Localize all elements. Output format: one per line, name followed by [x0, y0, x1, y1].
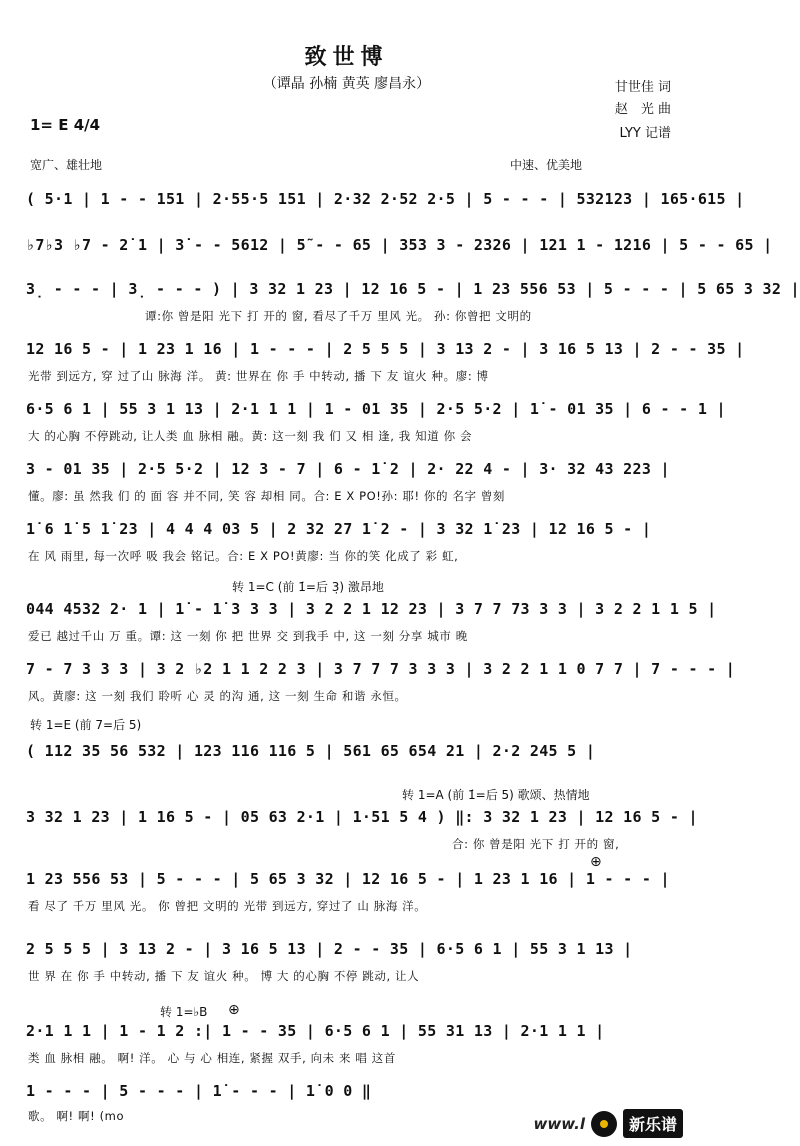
- page-title: 致世博: [304, 45, 389, 70]
- record-disc-icon: [591, 1111, 617, 1137]
- watermark-brand: 新乐谱: [623, 1109, 683, 1138]
- lyric-line-15: 歌。 啊! 啊! (mo: [28, 1109, 125, 1123]
- composer-credit: 赵 光 曲: [614, 102, 671, 117]
- score-line-12: 1 23 556 53 | 5 - - - | 5 65 3 32 | 12 16 5 - | 1 23 1 16 | 1 - - - |: [26, 870, 670, 888]
- score-line-14: 2·1 1 1 | 1 - 1 2 :| 1 - - 35 | 6·5 6 1 | 55 31 13 | 2·1 1 1 |: [26, 1022, 605, 1040]
- lyric-line-11: 合: 你 曾是阳 光下 打 开的 窗,: [452, 837, 620, 851]
- watermark-logo: [534, 1109, 683, 1138]
- lyric-line-3: 谭:你 曾是阳 光下 打 开的 窗, 看尽了千万 里风 光。 孙: 你曾把 文明的: [145, 309, 532, 323]
- score-line-5: 6·5 6 1 | 55 3 1 13 | 2·1 1 1 | 1 - 01 35 | 2·5 5·2 | 1̇ - 01 35 | 6 - - 1 |: [26, 400, 726, 418]
- score-line-6: 3 - 01 35 | 2·5 5·2 | 12 3 - 7 | 6 - 1̇ 2 | 2· 22 4 - | 3· 32 43 223 |: [26, 460, 670, 478]
- lyric-line-12: 看 尽了 千万 里风 光。 你 曾把 文明的 光带 到远方, 穿过了 山 脉海 洋。: [28, 899, 427, 913]
- score-line-15: 1 - - - | 5 - - - | 1̇ - - - | 1̇ 0 0 ‖: [26, 1082, 372, 1100]
- tempo-intro: 宽广、雄壮地: [30, 158, 103, 172]
- modulation-e: 转 1=E (前 7=后 5): [30, 718, 142, 732]
- score-line-8: 044 4532 2· 1 | 1̇ - 1̇ 3 3 3 | 3 2 2 1 12 23 | 3 7 7 73 3 3 | 3 2 2 1 1 5 |: [26, 600, 717, 618]
- lyric-line-5: 大 的心胸 不停跳动, 让人类 血 脉相 融。黄: 这一刻 我 们 又 相 逢, 我 知道 你 会: [28, 429, 473, 443]
- coda-sign-icon: ⊕: [228, 1002, 240, 1018]
- lyric-line-4: 光带 到远方, 穿 过了山 脉海 洋。 黄: 世界在 你 手 中转动, 播 下 友 谊火 种。廖: 博: [28, 369, 489, 383]
- lyricist-credit: 甘世佳 词: [614, 80, 671, 95]
- modulation-bflat: 转 1=♭B: [160, 1005, 208, 1019]
- lyric-line-9: 风。黄廖: 这 一刻 我们 聆听 心 灵 的沟 通, 这 一刻 生命 和谐 永恒。: [28, 689, 407, 703]
- score-line-2: ♭7♭3 ♭7 - 2̇ 1 | 3̇ - - 5612 | 5̃ - - 65 | 353 3 - 2326 | 121 1 - 1216 | 5 - - 65 |: [26, 236, 773, 254]
- tempo-verse: 中速、优美地: [510, 158, 583, 172]
- key-signature: 1= E 4/4: [30, 116, 101, 134]
- score-line-11: 3 32 1 23 | 1 16 5 - | 05 63 2·1 | 1·51 5 4 ) ‖: 3 32 1 23 | 12 16 5 - |: [26, 808, 698, 826]
- score-line-7: 1̇ 6 1̇ 5 1̇ 23 | 4 4 4 03 5 | 2 32 27 1̇ 2 - | 3 32 1̇ 23 | 12 16 5 - |: [26, 520, 652, 538]
- lyric-line-13: 世 界 在 你 手 中转动, 播 下 友 谊火 种。 博 大 的心胸 不停 跳动, 让人: [28, 969, 420, 983]
- modulation-c: 转 1=C (前 1̇=后 3̣) 激昂地: [232, 580, 384, 594]
- score-line-1: ( 5·1 | 1 - - 151 | 2·55·5 151 | 2·32 2·52 2·5 | 5 - - - | 532123 | 165·615 |: [26, 190, 745, 208]
- score-line-4: 12 16 5 - | 1 23 1 16 | 1 - - - | 2 5 5 5 | 3 13 2 - | 3 16 5 13 | 2 - - 35 |: [26, 340, 745, 358]
- lyric-line-14: 类 血 脉相 融。 啊! 洋。 心 与 心 相连, 紧握 双手, 向未 来 唱 这首: [28, 1051, 396, 1065]
- lyric-line-7: 在 风 雨里, 每一次呼 吸 我会 铭记。合: E X PO!黄廖: 当 你的笑 化成了 彩 虹,: [28, 549, 459, 563]
- transcriber-credit: LYY 记谱: [619, 126, 671, 141]
- lyric-line-8: 爱已 越过千山 万 重。谭: 这 一刻 你 把 世界 交 到我手 中, 这 一刻 分享 城市 晚: [28, 629, 468, 643]
- score-line-3: 3̣ - - - | 3̣ - - - ) | 3 32 1 23 | 12 16 5 - | 1 23 556 53 | 5 - - - | 5 65 3 32 |: [26, 280, 800, 298]
- watermark-url: www.l: [533, 1114, 585, 1133]
- score-line-10: ( 112 35 56 532 | 123 116 116 5 | 561 65 654 21 | 2·2 245 5 |: [26, 742, 596, 760]
- performers-subtitle: （谭晶 孙楠 黄英 廖昌永）: [262, 76, 431, 92]
- score-line-9: 7 - 7 3 3 3 | 3 2 ♭2 1 1 2 2 3 | 3 7 7 7 3 3 3 | 3 2 2 1 1 0 7 7 | 7 - - - |: [26, 660, 736, 678]
- lyric-line-6: 懂。廖: 虽 然我 们 的 面 容 并不同, 笑 容 却相 同。合: E X PO!孙: 耶! 你的 名字 曾刻: [28, 489, 506, 503]
- modulation-a: 转 1=A (前 1̇=后 5) 歌颂、热情地: [402, 788, 590, 802]
- score-line-13: 2 5 5 5 | 3 13 2 - | 3 16 5 13 | 2 - - 35 | 6·5 6 1 | 55 3 1 13 |: [26, 940, 633, 958]
- coda-sign-icon: ⊕: [590, 854, 602, 870]
